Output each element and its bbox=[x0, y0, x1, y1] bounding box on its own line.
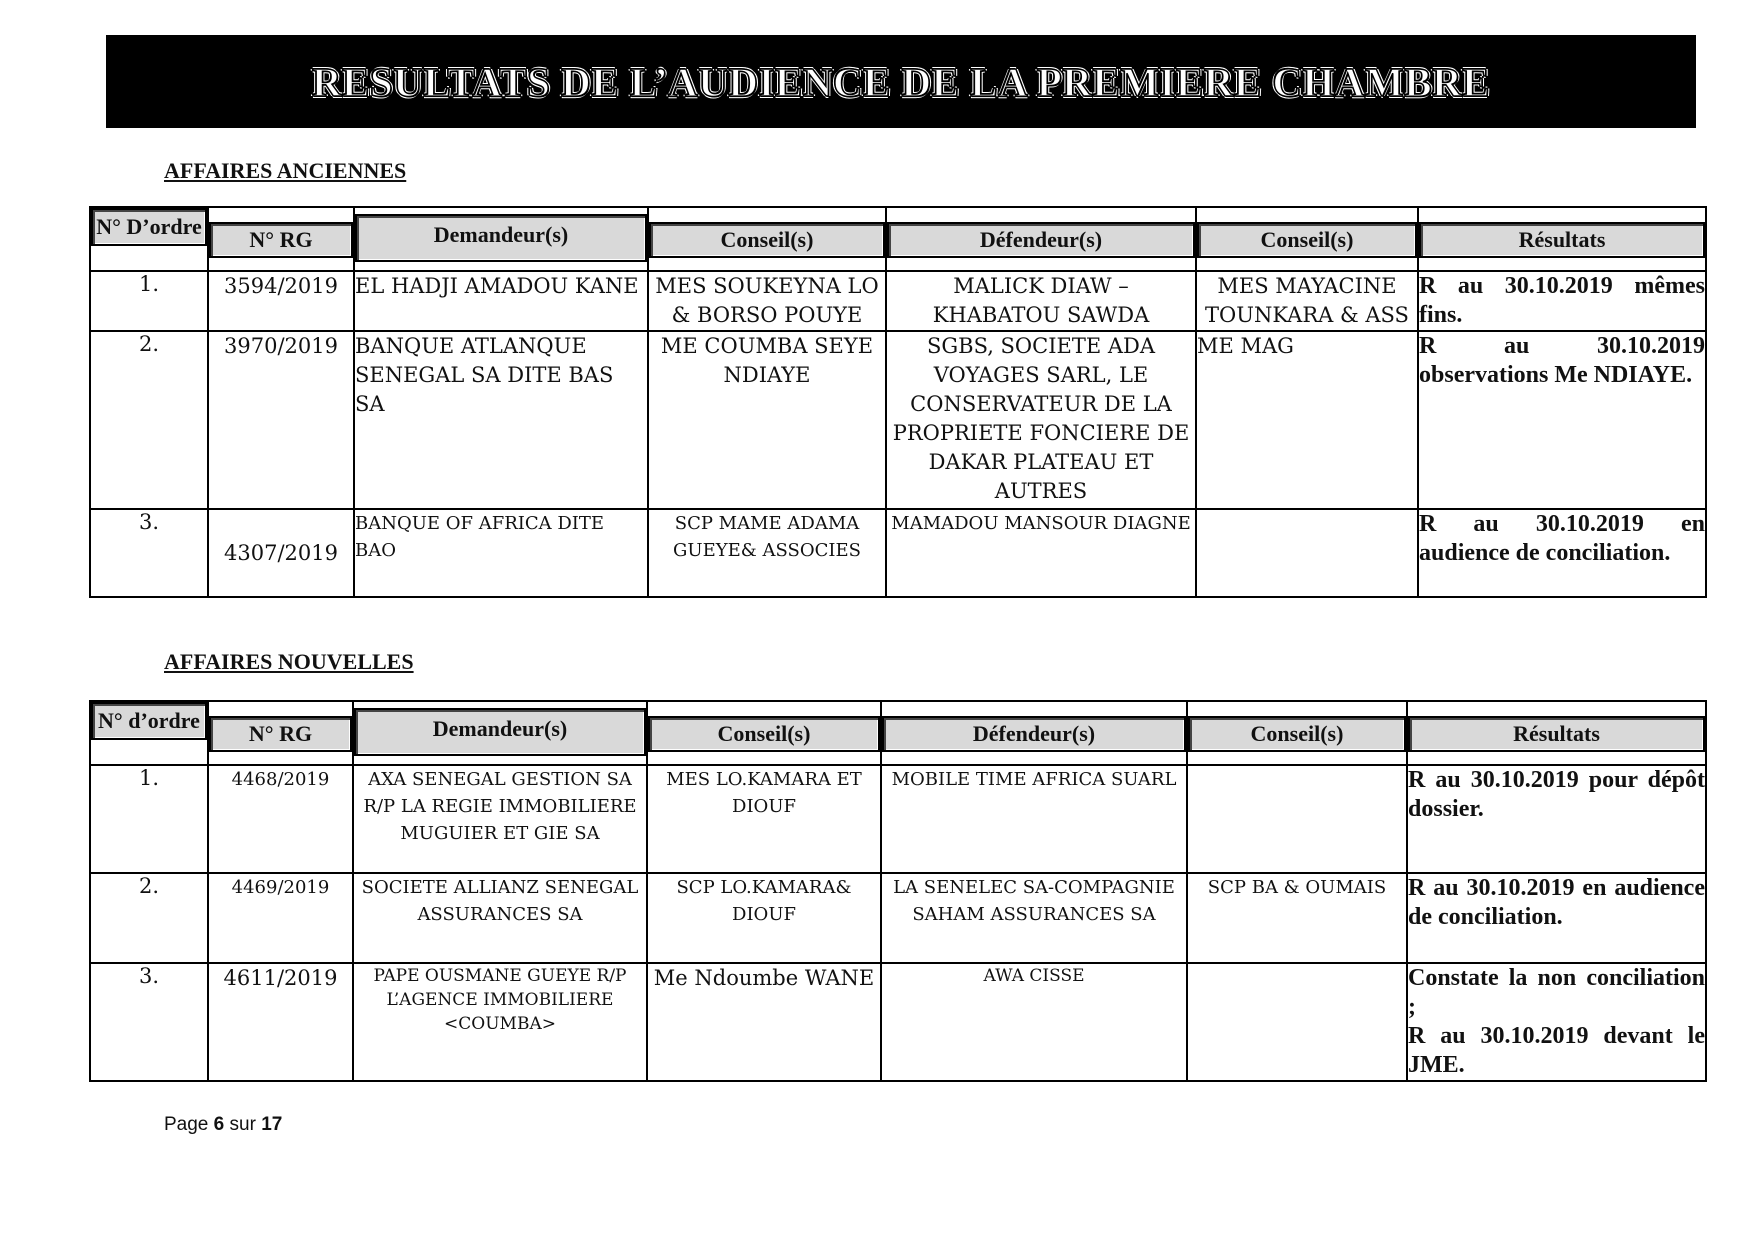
page-footer bbox=[164, 1114, 282, 1136]
header-defendeur: Défendeur(s) bbox=[887, 222, 1195, 258]
row-resultat: R au 30.10.2019 mêmes fins. bbox=[1418, 271, 1706, 331]
row-defendeur: SGBS, SOCIETE ADA VOYAGES SARL, LE CONSERVATEUR DE LA PROPRIETE FONCIERE DE DAKAR PLATEAU ET AUTRES bbox=[886, 331, 1196, 509]
row-conseil-demandeur: MES SOUKEYNA LO & BORSO POUYE bbox=[648, 271, 886, 331]
col-conseil bbox=[648, 207, 886, 271]
table-header-row bbox=[90, 207, 1706, 271]
row-conseil-demandeur: MES LO.KAMARA ET DIOUF bbox=[647, 765, 881, 873]
row-resultat bbox=[1407, 963, 1706, 1081]
row-demandeur: PAPE OUSMANE GUEYE R/P L’AGENCE IMMOBILIERE <COUMBA> bbox=[353, 963, 647, 1081]
row-ordre: 2. bbox=[90, 873, 208, 963]
col-ordre bbox=[90, 701, 208, 765]
header-resultats: Résultats bbox=[1408, 716, 1705, 752]
row-defendeur: MALICK DIAW – KHABATOU SAWDA bbox=[886, 271, 1196, 331]
row-ordre: 1. bbox=[90, 271, 208, 331]
header-conseil: Conseil(s) bbox=[648, 716, 880, 752]
header-conseil-def: Conseil(s) bbox=[1197, 222, 1417, 258]
col-defendeur bbox=[881, 701, 1187, 765]
row-rg: 4469/2019 bbox=[208, 873, 353, 963]
col-conseil-def bbox=[1187, 701, 1407, 765]
row-ordre: 3. bbox=[90, 963, 208, 1081]
heading-affaires-anciennes: AFFAIRES ANCIENNES bbox=[164, 158, 407, 183]
row-rg: 3970/2019 bbox=[208, 331, 354, 509]
table-affaires-anciennes bbox=[89, 206, 1707, 598]
col-rg bbox=[208, 701, 353, 765]
row-ordre: 2. bbox=[90, 331, 208, 509]
col-demandeur bbox=[354, 207, 648, 271]
header-conseil-def: Conseil(s) bbox=[1188, 716, 1406, 752]
heading-affaires-nouvelles: AFFAIRES NOUVELLES bbox=[164, 649, 414, 674]
page-title: RESULTATS DE L’AUDIENCE DE LA PREMIERE CHAMBRE bbox=[311, 58, 1491, 105]
row-rg: 4468/2019 bbox=[208, 765, 353, 873]
table-row bbox=[90, 765, 1706, 873]
row-ordre: 3. bbox=[90, 509, 208, 597]
header-demandeur: Demandeur(s) bbox=[354, 708, 646, 756]
table-affaires-nouvelles bbox=[89, 700, 1707, 1082]
row-demandeur: EL HADJI AMADOU KANE bbox=[354, 271, 648, 331]
col-rg bbox=[208, 207, 354, 271]
footer-current-page: 6 bbox=[213, 1114, 225, 1135]
table-row bbox=[90, 963, 1706, 1081]
row-conseil-defendeur bbox=[1187, 963, 1407, 1081]
table-row bbox=[90, 331, 1706, 509]
col-resultats bbox=[1418, 207, 1706, 271]
resultat-line-1: Constate la non conciliation ; bbox=[1408, 965, 1705, 1020]
row-conseil-demandeur: ME COUMBA SEYE NDIAYE bbox=[648, 331, 886, 509]
row-conseil-defendeur bbox=[1187, 765, 1407, 873]
title-banner bbox=[106, 35, 1696, 128]
col-conseil-def bbox=[1196, 207, 1418, 271]
footer-total-pages: 17 bbox=[261, 1114, 283, 1135]
row-resultat: R au 30.10.2019 pour dépôt dossier. bbox=[1407, 765, 1706, 873]
header-conseil: Conseil(s) bbox=[649, 222, 885, 258]
row-defendeur: MOBILE TIME AFRICA SUARL bbox=[881, 765, 1187, 873]
header-demandeur: Demandeur(s) bbox=[355, 214, 647, 262]
col-defendeur bbox=[886, 207, 1196, 271]
header-rg: N° RG bbox=[209, 716, 352, 752]
header-ordre: N° d’ordre bbox=[91, 702, 207, 740]
row-rg: 4611/2019 bbox=[208, 963, 353, 1081]
table-row bbox=[90, 509, 1706, 597]
row-ordre: 1. bbox=[90, 765, 208, 873]
row-conseil-demandeur: Me Ndoumbe WANE bbox=[647, 963, 881, 1081]
header-defendeur: Défendeur(s) bbox=[882, 716, 1186, 752]
row-demandeur: BANQUE ATLANQUE SENEGAL SA DITE BAS SA bbox=[354, 331, 648, 509]
row-resultat: R au 30.10.2019 observations Me NDIAYE. bbox=[1418, 331, 1706, 509]
row-demandeur: AXA SENEGAL GESTION SA R/P LA REGIE IMMOBILIERE MUGUIER ET GIE SA bbox=[353, 765, 647, 873]
table-row bbox=[90, 873, 1706, 963]
table-row bbox=[90, 271, 1706, 331]
row-conseil-defendeur: SCP BA & OUMAIS bbox=[1187, 873, 1407, 963]
row-demandeur: SOCIETE ALLIANZ SENEGAL ASSURANCES SA bbox=[353, 873, 647, 963]
row-demandeur: BANQUE OF AFRICA DITE BAO bbox=[354, 509, 648, 597]
row-conseil-defendeur: MES MAYACINE TOUNKARA & ASS bbox=[1196, 271, 1418, 331]
col-resultats bbox=[1407, 701, 1706, 765]
footer-prefix: Page bbox=[164, 1114, 209, 1135]
table-header-row bbox=[90, 701, 1706, 765]
row-defendeur: LA SENELEC SA-COMPAGNIE SAHAM ASSURANCES SA bbox=[881, 873, 1187, 963]
row-conseil-defendeur: ME MAG bbox=[1196, 331, 1418, 509]
row-conseil-defendeur bbox=[1196, 509, 1418, 597]
header-resultats: Résultats bbox=[1419, 222, 1705, 258]
col-ordre bbox=[90, 207, 208, 271]
header-ordre: N° D’ordre bbox=[91, 208, 207, 246]
row-rg: 3594/2019 bbox=[208, 271, 354, 331]
row-rg: 4307/2019 bbox=[208, 509, 354, 597]
row-conseil-demandeur: SCP LO.KAMARA& DIOUF bbox=[647, 873, 881, 963]
col-demandeur bbox=[353, 701, 647, 765]
header-rg: N° RG bbox=[209, 222, 353, 258]
row-resultat: R au 30.10.2019 en audience de conciliation. bbox=[1407, 873, 1706, 963]
row-defendeur: AWA CISSE bbox=[881, 963, 1187, 1081]
col-conseil bbox=[647, 701, 881, 765]
resultat-line-2: R au 30.10.2019 devant le JME. bbox=[1408, 1023, 1705, 1078]
row-resultat: R au 30.10.2019 en audience de conciliation. bbox=[1418, 509, 1706, 597]
row-conseil-demandeur: SCP MAME ADAMA GUEYE& ASSOCIES bbox=[648, 509, 886, 597]
row-defendeur: MAMADOU MANSOUR DIAGNE bbox=[886, 509, 1196, 597]
footer-middle: sur bbox=[229, 1114, 256, 1135]
